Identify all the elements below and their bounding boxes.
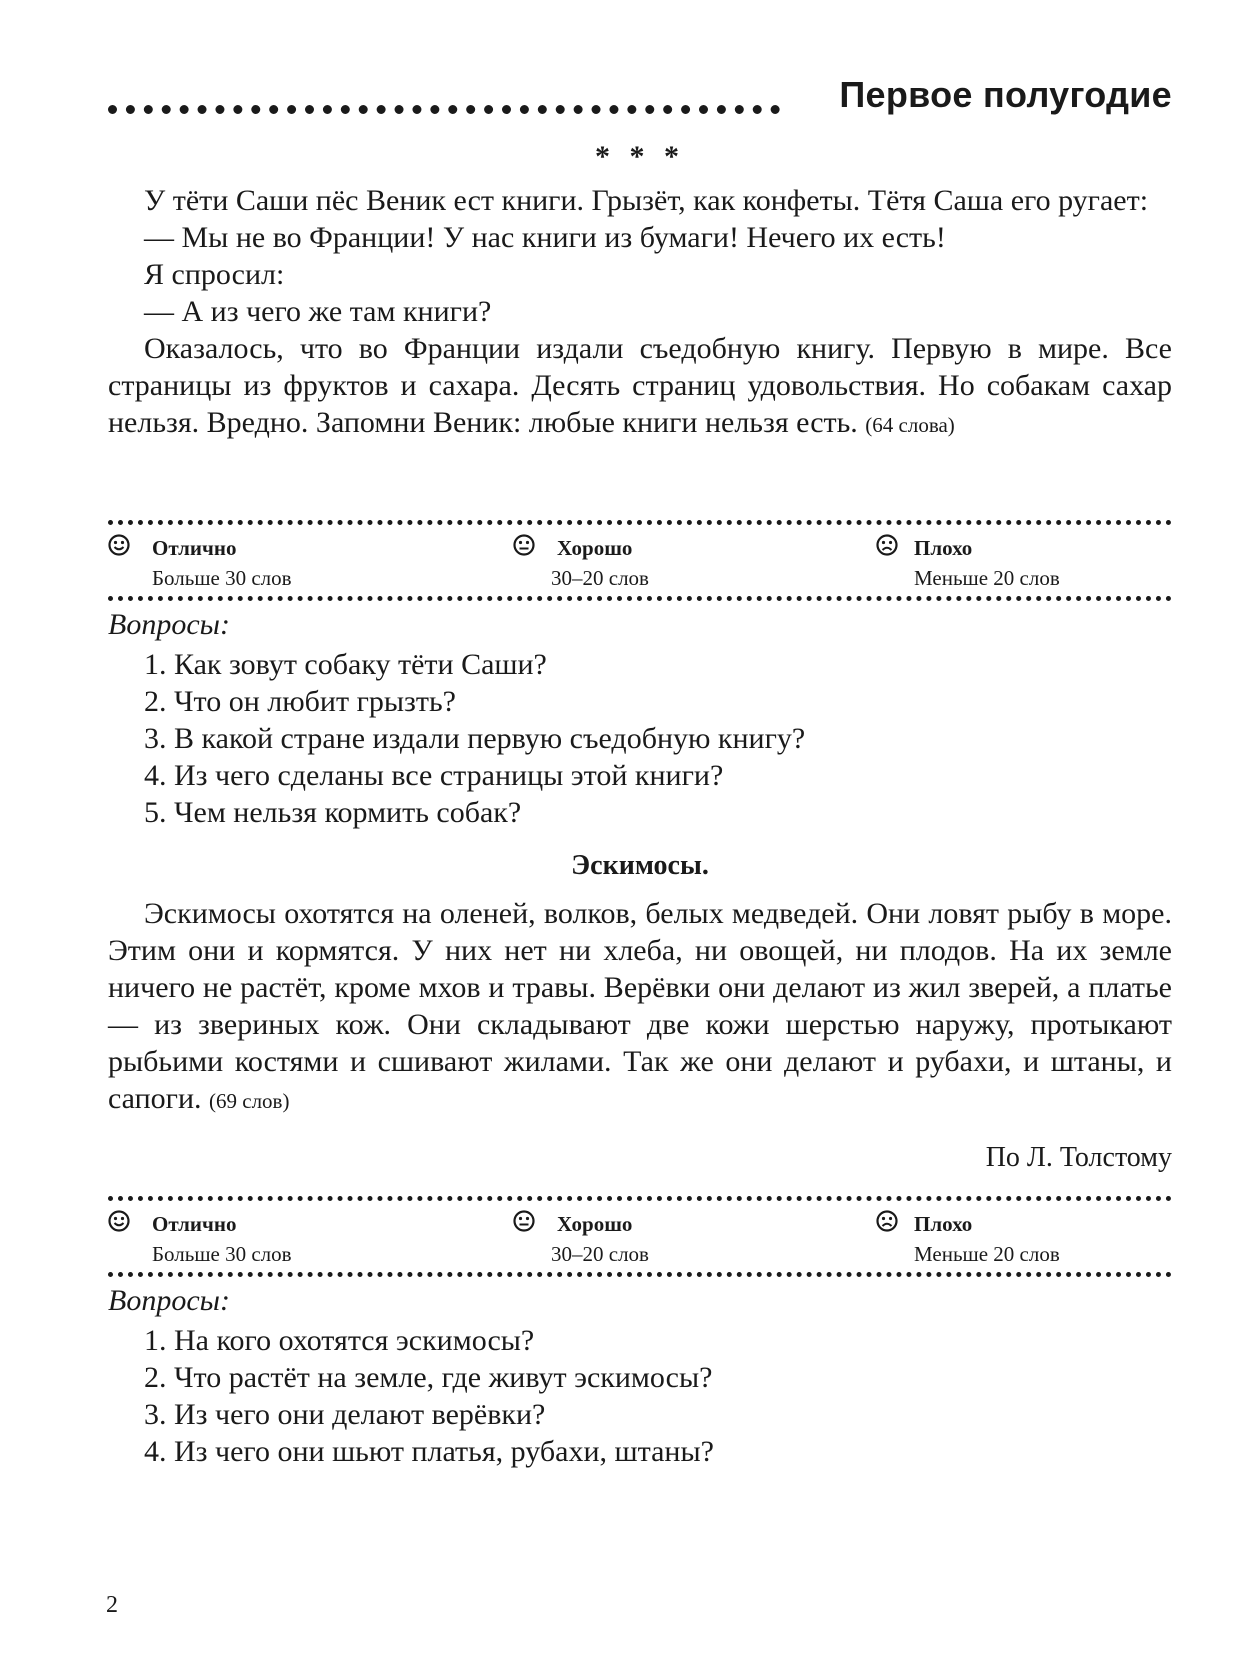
grade-label: Отлично <box>152 1212 237 1236</box>
questions-list <box>144 646 1164 831</box>
page-number: 2 <box>106 1592 118 1618</box>
page <box>108 0 1172 1654</box>
story-paragraph <box>108 895 1172 1120</box>
neutral-face-icon <box>513 1210 535 1232</box>
questions-heading: Вопросы: <box>108 1284 230 1317</box>
question-item: 3. Из чего они делают верёвки? <box>144 1398 546 1431</box>
sad-face-icon <box>876 1210 898 1232</box>
story-paragraph <box>108 330 1172 444</box>
dotted-divider <box>108 596 1172 601</box>
story-text-1 <box>108 182 1172 444</box>
grade-desc: Больше 30 слов <box>152 1242 292 1266</box>
story-text-2 <box>108 895 1172 1120</box>
word-count: (69 слов) <box>209 1089 290 1113</box>
section-title: Первое полугодие <box>839 74 1172 115</box>
grade-desc: Меньше 20 слов <box>914 566 1060 590</box>
grade-desc: 30–20 слов <box>551 566 649 590</box>
question-item: 2. Что растёт на земле, где живут эскимосы? <box>144 1361 713 1394</box>
story-title: Эскимосы. <box>571 850 709 881</box>
smile-icon <box>108 1210 130 1232</box>
dotted-divider <box>108 1196 1172 1201</box>
word-count: (64 слова) <box>865 413 955 437</box>
grade-label: Плохо <box>914 1212 973 1236</box>
grade-desc: Больше 30 слов <box>152 566 292 590</box>
story-paragraph: — Мы не во Франции! У нас книги из бумаги! Нечего их есть! <box>144 221 946 254</box>
grade-label: Хорошо <box>557 1212 633 1236</box>
story-separator: * * * <box>595 140 685 173</box>
question-item: 4. Из чего сделаны все страницы этой книги? <box>144 759 724 792</box>
grade-desc: Меньше 20 слов <box>914 1242 1060 1266</box>
header-dotted-leader <box>108 105 780 114</box>
grade-label: Хорошо <box>557 536 633 560</box>
questions-list <box>144 1322 1164 1470</box>
question-item: 1. На кого охотятся эскимосы? <box>144 1324 535 1357</box>
question-item: 4. Из чего они шьют платья, рубахи, штаны? <box>144 1435 714 1468</box>
story-paragraph-text: Эскимосы охотятся на оленей, волков, белых медведей. Они ловят рыбу в море. Этим они и кормятся. У них нет ни хлеба, ни овощей, ни плодов. На их земле ничего не растёт, кроме мхов и травы. Верёвки они делают из жил зверей, а платье — из звериных кож. Они складывают две кожи шерстью наружу, протыкают рыбьими костями и сшивают жилами. Так же они делают и рубахи, и штаны, и сапоги. <box>108 897 1172 1115</box>
grading-scale <box>108 536 1172 594</box>
grading-scale <box>108 1212 1172 1270</box>
sad-face-icon <box>876 534 898 556</box>
question-item: 2. Что он любит грызть? <box>144 685 456 718</box>
story-paragraph: — А из чего же там книги? <box>144 295 492 328</box>
author-credit: По Л. Толстому <box>985 1142 1172 1173</box>
dotted-divider <box>108 520 1172 525</box>
question-item: 1. Как зовут собаку тёти Саши? <box>144 648 547 681</box>
story-paragraph-text: Оказалось, что во Франции издали съедобную книгу. Первую в мире. Все страницы из фруктов и сахара. Десять страниц удовольствия. Но собакам сахар нельзя. Вредно. Запомни Веник: любые книги нельзя есть. <box>108 332 1172 439</box>
dotted-divider <box>108 1272 1172 1277</box>
story-paragraph: Я спросил: <box>144 258 285 291</box>
section-header <box>108 68 1172 128</box>
story-paragraph: У тёти Саши пёс Веник ест книги. Грызёт, как конфеты. Тётя Саша его ругает: <box>144 184 1149 217</box>
question-item: 3. В какой стране издали первую съедобную книгу? <box>144 722 806 755</box>
neutral-face-icon <box>513 534 535 556</box>
smile-icon <box>108 534 130 556</box>
grade-desc: 30–20 слов <box>551 1242 649 1266</box>
question-item: 5. Чем нельзя кормить собак? <box>144 796 522 829</box>
grade-label: Плохо <box>914 536 973 560</box>
grade-label: Отлично <box>152 536 237 560</box>
questions-heading: Вопросы: <box>108 608 230 641</box>
